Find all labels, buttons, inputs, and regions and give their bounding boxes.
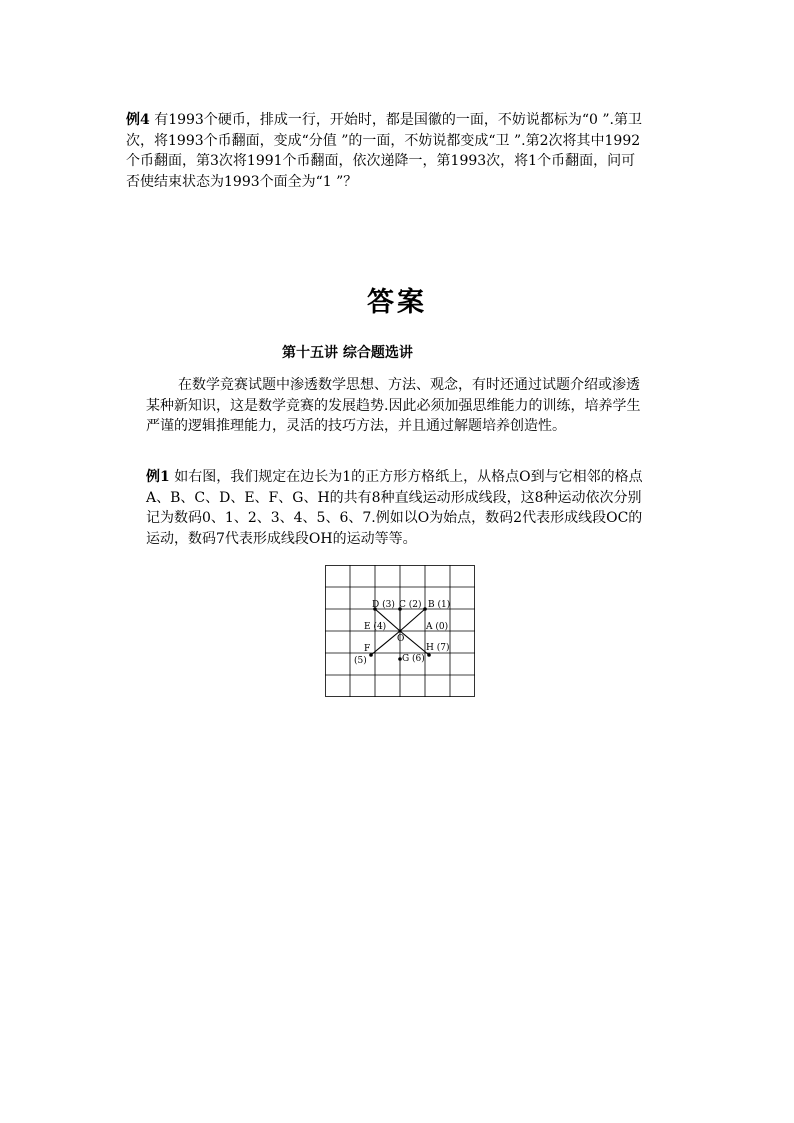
point-h (427, 653, 431, 657)
label-c: C (2) (399, 600, 422, 610)
label-o: O (397, 634, 405, 644)
label-d: D (3) (372, 600, 395, 610)
point-o (398, 629, 401, 632)
label-b: B (1) (428, 600, 451, 610)
example-4-text: 有1993个硬币，排成一行，开始时，都是国徽的一面，不妨说都标为“0 ”.第卫次，将1993个币翻面，变成“分值 ”的一面，不妨说都变成“卫 ”.第2次将其中1992个币翻面，第3次将1991个币翻面，依次递降一，第1993次，将1个币翻面，问可否使结束状态为1993个面全为“1 ”？ (126, 112, 642, 190)
example-4-label: 例4 (126, 112, 150, 128)
label-h: H (7) (426, 643, 450, 653)
point-b (423, 607, 427, 611)
label-g: G (6) (402, 654, 425, 664)
label-f: F (364, 644, 371, 654)
answer-title: 答案 (367, 287, 427, 318)
example-1-text: 如右图，我们规定在边长为1的正方形方格纸上，从格点O到与它相邻的格点A、B、C、D、E、F、G、H的共有8种直线运动形成线段，这8种运动依次分别记为数码0、1、2、3、4、5、6、7.例如以O为始点，数码2代表形成线段OC的运动，数码7代表形成线段OH的运动等等。 (146, 469, 643, 547)
label-a: A (0) (426, 622, 449, 632)
example-1-paragraph (146, 467, 651, 549)
example-4-paragraph (126, 110, 646, 192)
example-1-label: 例1 (146, 469, 170, 485)
intro-paragraph: 在数学竞赛试题中渗透数学思想、方法、观念，有时还通过试题介绍或渗透某种新知识，这是数学竞赛的发展趋势.因此必须加强思维能力的训练，培养学生严谨的逻辑推理能力，灵活的技巧方法，并且通过解题培养创造性。 (146, 377, 641, 434)
grid-figure (325, 565, 475, 697)
lecture-title: 第十五讲 综合题选讲 (282, 345, 413, 361)
segment-ob (400, 609, 425, 631)
label-e: E (4) (364, 622, 387, 632)
label-f-number: (5) (354, 656, 367, 666)
